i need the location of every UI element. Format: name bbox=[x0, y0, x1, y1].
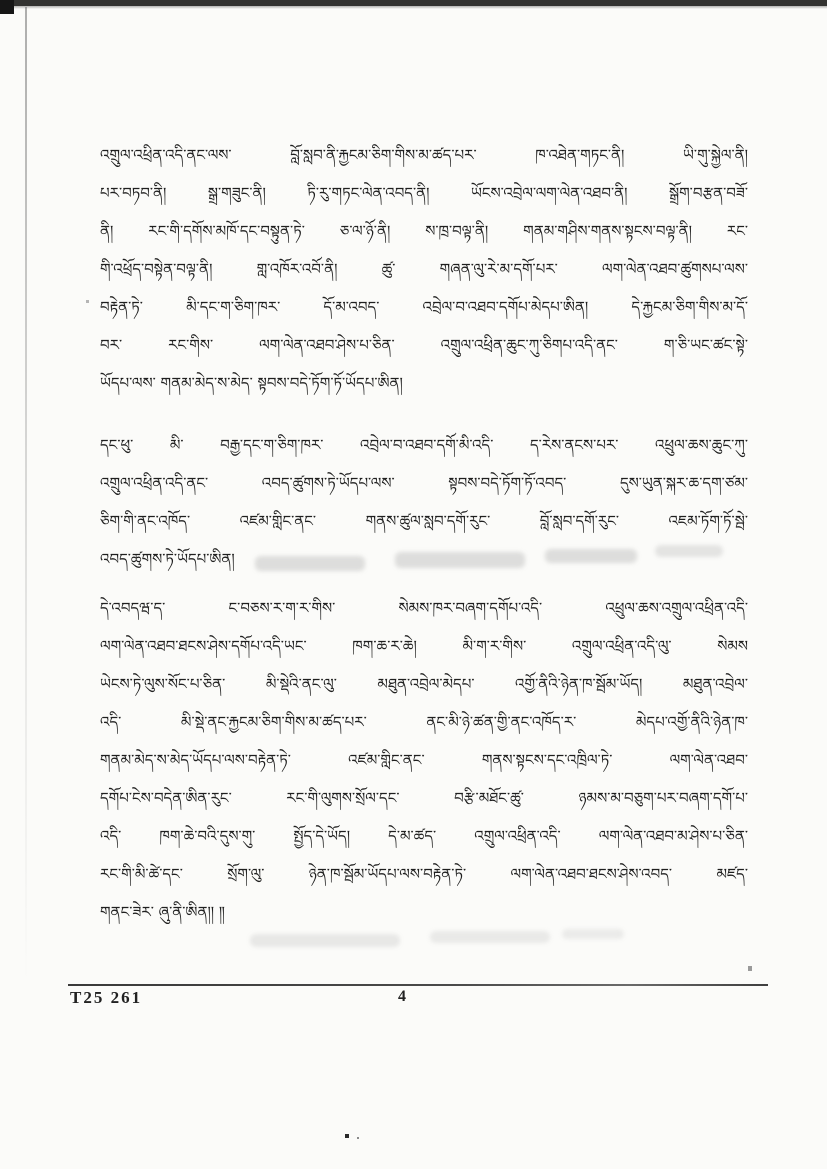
ink-smudge bbox=[655, 545, 723, 557]
ink-smudge bbox=[430, 931, 550, 943]
footer-rule bbox=[68, 984, 768, 986]
text-line: ཡེངས་ཏེ་ལུས་སོང་པ་ཅིན་ མི་སྡེའི་ནང་ལུ་ མཐུན་འབྲེལ་མེདཔ་ འགྱོ་ནིའི་ཉེན་ཁ་སྦོམ་ཡོད། མཐུན་འབྲེལ་ bbox=[100, 675, 748, 693]
scan-artifact-page-edge-line bbox=[25, 7, 27, 982]
dust-speck bbox=[86, 300, 89, 303]
footer-document-code: T25 261 bbox=[70, 988, 143, 1007]
text-line: དགོཔ་ངེས་བདེན་ཨིན་རུང་ རང་གི་ལུགས་སྲོལ་དང་ བརྩི་མཐོང་ཚུ་ ཉམས་མ་བཅུག་པར་བཞག་དགོ་པ་ bbox=[100, 789, 748, 807]
text-line: ནི། རང་གི་དགོས་མཁོ་དང་བསྟུན་ཏེ་ ཅ་ལ་ཉོ་ནི། ས་ཁྲ་བལྟ་ནི། གནམ་གཤིས་གནས་སྟངས་བལྟ་ནི། རང་ bbox=[100, 222, 748, 240]
text-line: འབད་ཚུགས་ཏེ་ཡོདཔ་ཨིན། bbox=[100, 550, 235, 568]
text-line: འདི་ ཁག་ཆེ་བའི་དུས་གུ་ སྤྱོད་དེ་ཡོད། དེ་མ་ཚད་ འགྲུལ་འཕྲིན་འདི་ ལག་ལེན་འཐབ་མ་ཤེས་པ་ཅིན་ bbox=[100, 827, 748, 845]
text-line: འགྲུལ་འཕྲིན་འདི་ནང་ འབད་ཚུགས་ཏེ་ཡོདཔ་ལས་ སྟབས་བདེ་ཏོག་ཏོ་འབད་ དུས་ཡུན་སྐར་ཆ་དག་ཙམ་ bbox=[100, 474, 748, 492]
text-line: རང་གི་མི་ཚེ་དང་ སྲོག་ལུ་ ཉེན་ཁ་སྦོམ་ཡོདཔ་ལས་བརྟེན་ཏེ་ ལག་ལེན་འཐབ་ཐངས་ཤེས་འབད་ མཛད་ bbox=[100, 865, 748, 883]
ink-smudge bbox=[250, 934, 400, 947]
text-line: པར་བཏབ་ནི། སྒྲ་གཟུང་ནི། ཏི་རུ་གཏང་ལེན་འབད་ནི། ཡོངས་འབྲེལ་ལག་ལེན་འཐབ་ནི། སྒྲོག་བརྩན་བཟོ་ bbox=[100, 184, 748, 202]
text-line: གནམ་མེད་ས་མེད་ཡོདཔ་ལས་བརྟེན་ཏེ་ འཛམ་གླིང་ནང་ གནས་སྟངས་དང་འཁྲིལ་ཏེ་ ལག་ལེན་འཐབ་ bbox=[100, 751, 748, 769]
ink-smudge bbox=[255, 556, 365, 571]
ink-smudge bbox=[545, 549, 637, 563]
text-line: ལག་ལེན་འཐབ་ཐངས་ཤེས་དགོཔ་འདི་ཡང་ ཁག་ཆ་ར་ཆེ། མི་ག་ར་གིས་ འགྲུལ་འཕྲིན་འདི་ལུ་ སེམས bbox=[100, 637, 748, 655]
dust-speck bbox=[748, 966, 752, 971]
text-line: ཅིག་གི་ནང་འཁོད་ འཛམ་གླིང་ནང་ གནས་ཚུལ་སླབ་དགོ་རུང་ བློ་སླབ་དགོ་རུང་ འཇམ་ཏོག་ཏོ་སྦེ་ bbox=[100, 512, 748, 530]
dust-speck bbox=[357, 1137, 359, 1139]
ink-smudge bbox=[562, 929, 624, 939]
text-line: ཡོདཔ་ལས་ གནམ་མེད་ས་མེད་ སྟབས་བདེ་ཏོག་ཏོ་ཡོདཔ་ཨིན། bbox=[100, 374, 403, 392]
text-line: གནང་ཟེར་ ཞུ་ནི་ཨིན།། ༎ bbox=[100, 903, 225, 921]
paragraph-3 bbox=[100, 589, 748, 931]
text-line: བར་ རང་གིས་ ལག་ལེན་འཐབ་ཤེས་པ་ཅིན་ འགྲུལ་འཕྲིན་ཆུང་ཀུ་ཅིགཔ་འདི་ནང་ ག་ཅི་ཡང་ཚང་སྟེ་ bbox=[100, 336, 748, 354]
paragraph-1 bbox=[100, 136, 748, 402]
text-line: འདི་ མི་སྡེ་ནང་རྐྱངམ་ཅིག་གིས་མ་ཚད་པར་ ནང་མི་ཉེ་ཚན་གྱི་ནང་འཁོད་ར་ མེདཔ་འགྱོ་ནིའི་ཉེན་ཁ་ bbox=[100, 713, 748, 731]
text-line: བརྟེན་ཏེ་ མི་དང་ག་ཅིག་ཁར་ དོ་མ་འབད་ འབྲེལ་བ་འཐབ་དགོཔ་མེདཔ་ཨིན། དེ་རྐྱངམ་ཅིག་གིས་མ་དོ་ bbox=[100, 298, 748, 316]
text-line: འགྲུལ་འཕྲིན་འདི་ནང་ལས་ བློ་སླབ་ནི་རྐྱངམ་ཅིག་གིས་མ་ཚད་པར་ ཁ་འཐེན་གཏང་ནི། ཡི་གུ་སྐྱེལ་ནི། bbox=[100, 146, 748, 164]
text-line: གི་འཕྲོད་བསྟེན་བལྟ་ནི། གླ་འཁོར་འབོ་ནི། ཚུ་ གཞན་ལུ་རེ་མ་དགོ་པར་ ལག་ལེན་འཐབ་ཚུགསཔ་ལས་ bbox=[100, 260, 748, 278]
scan-artifact-corner-mark bbox=[0, 0, 14, 14]
ink-smudge bbox=[395, 552, 525, 568]
scan-artifact-top-shadow bbox=[0, 6, 827, 9]
text-line: དེ་འབདཝ་ད་ ང་བཅས་ར་ག་ར་གིས་ སེམས་ཁར་བཞག་དགོཔ་འདི་ འཕྲུལ་ཆས་འགྲུལ་འཕྲིན་འདི་ bbox=[100, 599, 748, 617]
text-line: དང་ཕུ་ མི་ བརྒྱ་དང་ག་ཅིག་ཁར་ འབྲེལ་བ་འཐབ་དགོ་མི་འདི་ ད་རེས་ནངས་པར་ འཕྲུལ་ཆས་ཆུང་ཀུ་ bbox=[100, 436, 748, 454]
footer-page-number: 4 bbox=[398, 988, 406, 1005]
dust-speck bbox=[345, 1134, 349, 1138]
